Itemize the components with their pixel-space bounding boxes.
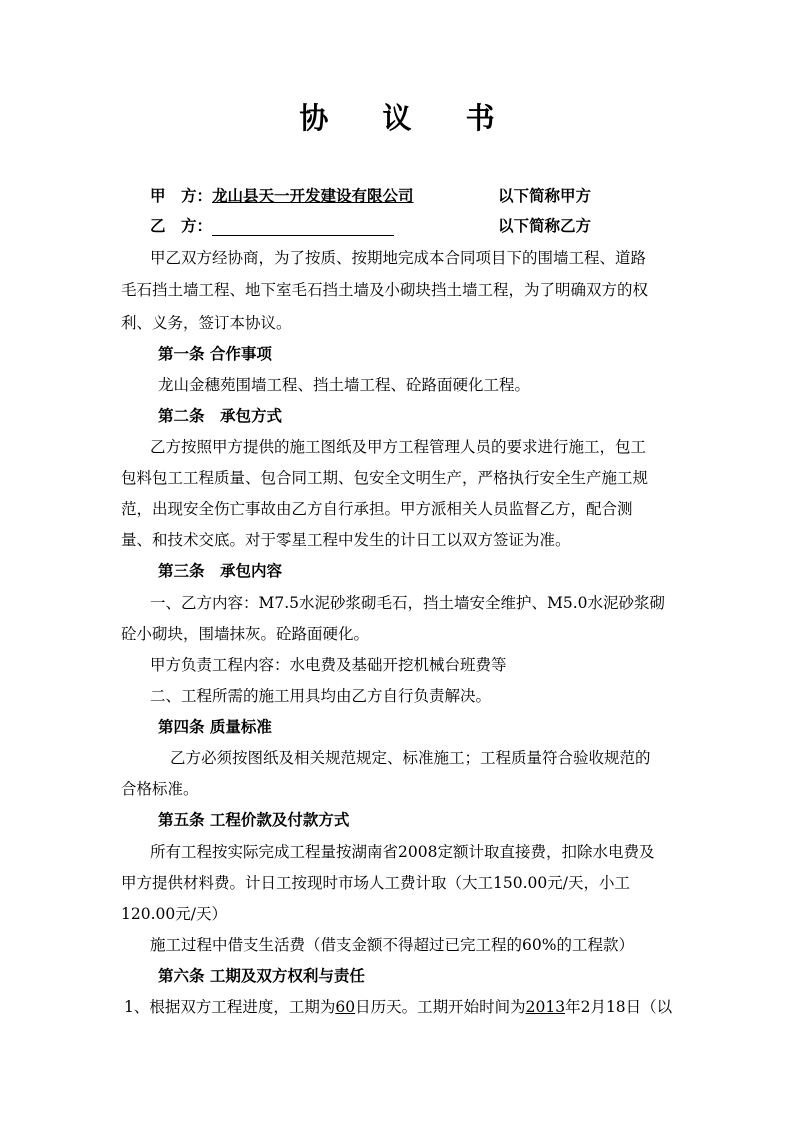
article-3-text: 一、乙方内容：M7.5水泥砂浆砌毛石，挡土墙安全维护、M5.0水泥砂浆砌: [150, 594, 666, 612]
party-b-line: [150, 216, 394, 236]
article-4-text: 乙方必须按图纸及相关规范规定、标准施工；工程质量符合验收规范的: [170, 749, 651, 767]
article-5-heading: 第五条 工程价款及付款方式: [158, 811, 350, 829]
party-a-label: 甲 方：: [150, 187, 213, 205]
party-a-line: [150, 186, 414, 206]
article-4-heading: 第四条 质量标准: [158, 718, 272, 736]
article-2-text: 包料包工工程质量、包合同工期、包安全文明生产，严格执行安全生产施工规: [121, 469, 649, 487]
article-6-text: 1、根据双方工程进度，工期为: [124, 998, 336, 1016]
article-2-text: 量、和技术交底。对于零星工程中发生的计日工以双方签证为准。: [121, 531, 571, 549]
article-5-text: 甲方提供材料费。计日工按现时市场人工费计取（大工150.00元/天，小工: [121, 874, 630, 892]
duration-days: 60: [335, 998, 356, 1016]
article-2-text: 乙方按照甲方提供的施工图纸及甲方工程管理人员的要求进行施工，包工: [150, 438, 647, 456]
article-6-item-1: [124, 997, 672, 1017]
intro-line: 毛石挡土墙工程、地下室毛石挡土墙及小砌块挡土墙工程，为了明确双方的权: [121, 281, 649, 299]
article-1-heading: 第一条 合作事项: [158, 345, 272, 363]
article-6-text: 日历天。工期开始时间为: [355, 998, 526, 1016]
article-3-text: 二、工程所需的施工用具均由乙方自行负责解决。: [150, 687, 492, 705]
document-title: 协 议 书: [299, 101, 517, 135]
start-year: 2013: [525, 998, 566, 1016]
party-a-name: 龙山县天一开发建设有限公司: [212, 187, 414, 205]
party-b-label: 乙 方：: [150, 217, 213, 235]
party-a-alias: 以下简称甲方: [498, 187, 592, 205]
article-1-text: 龙山金穗苑围墙工程、挡土墙工程、砼路面硬化工程。: [158, 376, 531, 394]
party-b-alias: 以下简称乙方: [498, 217, 592, 235]
article-5-text: 施工过程中借支生活费（借支金额不得超过已完工程的60%的工程款）: [150, 936, 634, 954]
article-2-heading: 第二条 承包方式: [158, 407, 283, 425]
article-5-text: 120.00元/天）: [121, 905, 227, 923]
article-3-text: 砼小砌块，围墙抹灰。砼路面硬化。: [121, 625, 370, 643]
article-3-text: 甲方负责工程内容：水电费及基础开挖机械台班费等: [150, 656, 507, 674]
article-3-heading: 第三条 承包内容: [158, 562, 283, 580]
intro-line: 甲乙双方经协商，为了按质、按期地完成本合同项目下的围墙工程、道路: [150, 249, 647, 267]
article-6-heading: 第六条 工期及双方权利与责任: [158, 967, 365, 985]
party-b-name-blank: [212, 219, 394, 236]
article-6-text: 年2月18日（以: [565, 998, 673, 1016]
intro-line: 利、义务，签订本协议。: [121, 314, 292, 332]
article-5-text: 所有工程按实际完成工程量按湖南省2008定额计取直接费，扣除水电费及: [150, 843, 655, 861]
article-4-text: 合格标准。: [121, 780, 199, 798]
article-2-text: 范，出现安全伤亡事故由乙方自行承担。甲方派相关人员监督乙方，配合测: [121, 500, 633, 518]
